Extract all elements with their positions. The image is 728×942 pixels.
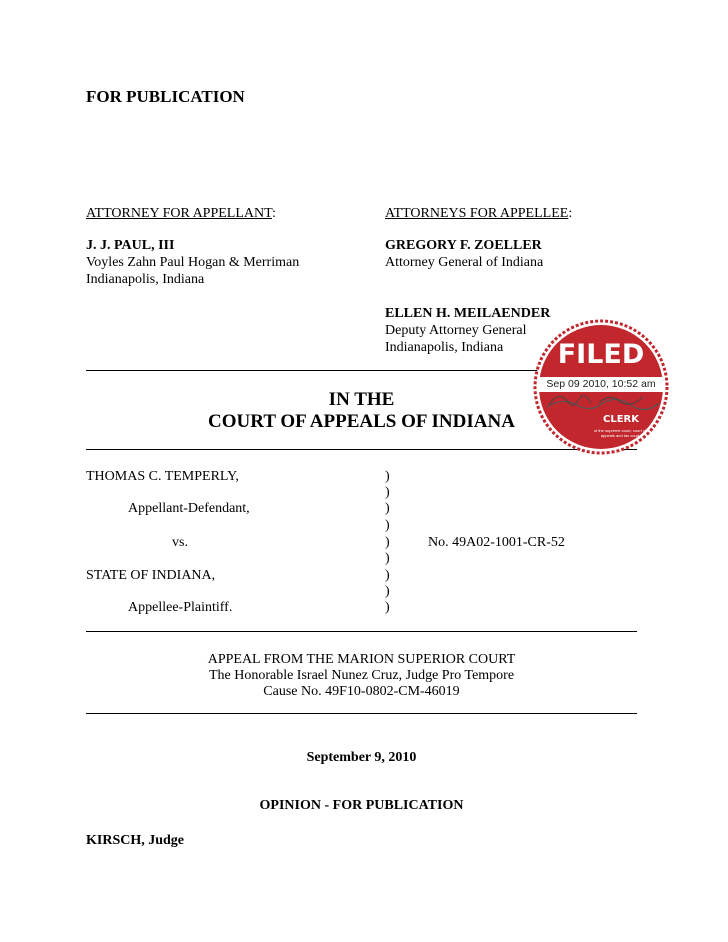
decision-date: September 9, 2010 (306, 750, 417, 765)
caption-bracket: ) (385, 518, 390, 533)
case-number: No. 49A02-1001-CR-52 (428, 535, 565, 550)
appellant-attorney-firm: Voyles Zahn Paul Hogan & Merriman (86, 255, 300, 270)
appellee-party-role: Appellee-Plaintiff. (128, 600, 233, 615)
divider (86, 631, 637, 632)
appeal-cause-number: Cause No. 49F10-0802-CM-46019 (263, 684, 460, 699)
stamp-filed-label: FILED (557, 339, 645, 370)
opinion-label: OPINION - FOR PUBLICATION (259, 798, 464, 813)
caption-bracket: ) (385, 535, 390, 550)
caption-bracket: ) (385, 600, 390, 615)
appeal-court: APPEAL FROM THE MARION SUPERIOR COURT (207, 652, 516, 667)
appellant-attorney-city: Indianapolis, Indiana (86, 272, 205, 287)
court-line-1: IN THE (328, 389, 395, 410)
appellee-attorney-name: GREGORY F. ZOELLER (385, 238, 542, 253)
court-line-2: COURT OF APPEALS OF INDIANA (208, 411, 515, 432)
stamp-clerk-label: CLERK (603, 414, 639, 425)
appellant-counsel-heading (86, 205, 276, 222)
appellant-heading-text: ATTORNEY FOR APPELLANT (86, 206, 272, 221)
appellant-party-role: Appellant-Defendant, (128, 501, 250, 516)
author-judge: KIRSCH, Judge (86, 833, 185, 848)
appellee-attorney-city: Indianapolis, Indiana (385, 340, 504, 355)
filed-stamp (533, 319, 669, 455)
appellee-attorney-title: Deputy Attorney General (385, 323, 527, 338)
caption-bracket: ) (385, 469, 390, 484)
appellant-heading-colon: : (272, 206, 276, 221)
stamp-subtext: of the supreme court, court of appeals and tax court (593, 428, 647, 438)
caption-bracket: ) (385, 584, 390, 599)
appellee-counsel-heading (385, 205, 572, 222)
appeal-judge: The Honorable Israel Nunez Cruz, Judge Pro Tempore (208, 668, 515, 683)
appellant-party-name: THOMAS C. TEMPERLY, (86, 469, 239, 484)
appellee-heading-colon: : (568, 206, 573, 221)
publication-status: FOR PUBLICATION (86, 87, 245, 106)
appellee-heading-text: ATTORNEYS FOR APPELLEE (385, 206, 569, 221)
appellant-attorney-name: J. J. PAUL, III (86, 238, 175, 253)
appellee-attorney-name: ELLEN H. MEILAENDER (385, 306, 551, 321)
caption-bracket: ) (385, 485, 390, 500)
appellee-attorney-title: Attorney General of Indiana (385, 255, 544, 270)
versus-label: vs. (172, 535, 188, 550)
appellee-party-name: STATE OF INDIANA, (86, 568, 216, 583)
caption-bracket: ) (385, 501, 390, 516)
stamp-datetime: Sep 09 2010, 10:52 am (539, 377, 663, 392)
caption-bracket: ) (385, 551, 390, 566)
caption-bracket: ) (385, 568, 390, 583)
divider (86, 713, 637, 714)
